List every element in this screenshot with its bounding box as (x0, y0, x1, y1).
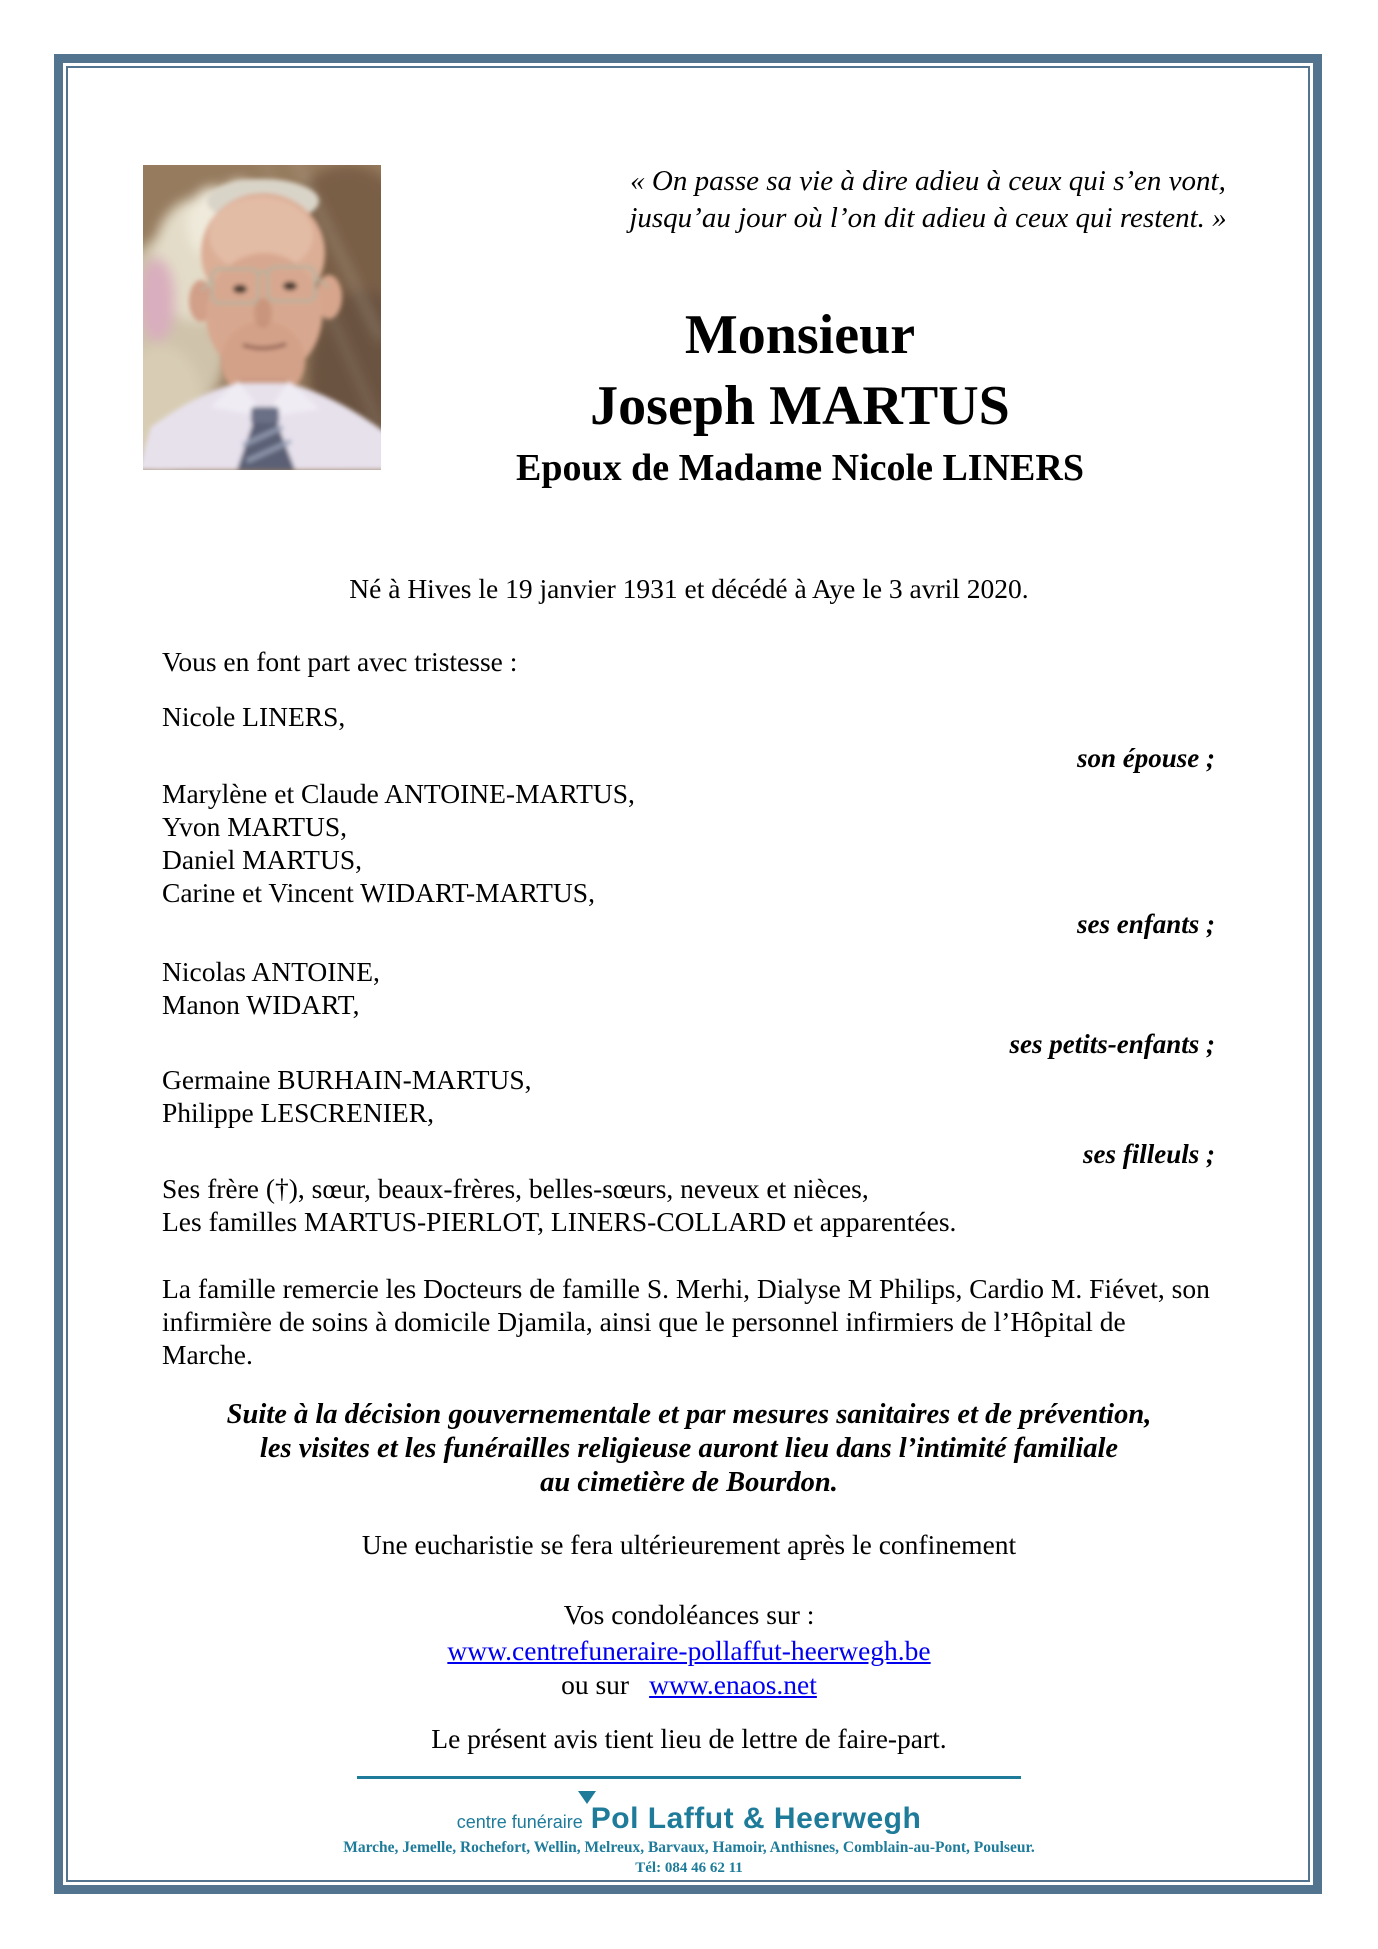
family-member: Philippe LESCRENIER, (162, 1097, 434, 1128)
deceased-name: Joseph MARTUS (590, 375, 1010, 437)
relation-label-children: ses enfants ; (1076, 909, 1215, 939)
family-member: Nicole LINERS, (162, 701, 346, 732)
funeral-notice-line: les visites et les funérailles religieuse auront lieu dans l’intimité familiale (259, 1433, 1119, 1464)
family-member: Marylène et Claude ANTOINE-MARTUS, (162, 778, 635, 809)
funeral-notice (0, 1398, 1378, 1500)
family-group-godchildren (162, 1063, 532, 1129)
family-member: Nicolas ANTOINE, (162, 956, 380, 987)
announcement-intro: Vous en font part avec tristesse : (162, 646, 518, 677)
funeral-home-brand (0, 1802, 1378, 1836)
relation-label-spouse: son épouse ; (1076, 743, 1215, 773)
family-member: Germaine BURHAIN-MARTUS, (162, 1064, 532, 1095)
funeral-home-phone: Tél: 084 46 62 11 (635, 1860, 743, 1876)
condolences-link2-row (0, 1668, 1378, 1701)
condolences-label: Vos condoléances sur : (563, 1599, 815, 1630)
extended-family-line: Les familles MARTUS-PIERLOT, LINERS-COLLARD et apparentées. (162, 1206, 957, 1237)
eucharist-line: Une eucharistie se fera ultérieurement après le confinement (361, 1529, 1017, 1560)
epigraph-quote (620, 163, 1236, 237)
family-group-spouse (162, 700, 345, 733)
quote-line-2: jusqu’au jour où l’on dit adieu à ceux qui restent. » (629, 202, 1227, 234)
deceased-subtitle: Epoux de Madame Nicole LINERS (516, 447, 1084, 489)
family-member: Daniel MARTUS, (162, 844, 363, 875)
birth-death-line: Né à Hives le 19 janvier 1931 et décédé à Aye le 3 avril 2020. (349, 573, 1029, 604)
condolences-link2-prefix: ou sur (561, 1669, 630, 1700)
brand-name: Pol Laffut & Heerwegh (590, 1802, 922, 1835)
family-member: Yvon MARTUS, (162, 811, 348, 842)
deceased-title-block (382, 300, 1218, 494)
relation-label-godchildren: ses filleuls ; (1083, 1139, 1215, 1169)
relation-label-grandchildren: ses petits-enfants ; (1009, 1029, 1215, 1059)
funeral-notice-line: au cimetière de Bourdon. (540, 1467, 838, 1498)
condolences-link1-row (0, 1634, 1378, 1667)
footer-divider-line (357, 1776, 1021, 1779)
thanks-paragraph: La famille remercie les Docteurs de famille S. Merhi, Dialyse M Philips, Cardio M. Fiévet, son infirmière de soins à domicile Djamila, ainsi que le personnel infirmiers de l’Hôpital de Marche. (162, 1273, 1210, 1370)
family-group-grandchildren (162, 955, 380, 1021)
closing-line: Le présent avis tient lieu de lettre de faire-part. (431, 1723, 947, 1754)
extended-family-line: Ses frère (†), sœur, beaux-frères, belles-sœurs, neveux et nièces, (162, 1173, 869, 1204)
deceased-civility: Monsieur (684, 304, 916, 366)
quote-line-1: « On passe sa vie à dire adieu à ceux qui s’en vont, (630, 165, 1226, 197)
family-member: Carine et Vincent WIDART-MARTUS, (162, 877, 595, 908)
funeral-home-towns: Marche, Jemelle, Rochefort, Wellin, Melreux, Barvaux, Hamoir, Anthisnes, Comblain-au-Pont, Poulseur. (343, 1839, 1035, 1856)
funeral-notice-line: Suite à la décision gouvernementale et par mesures sanitaires et de prévention, (226, 1399, 1152, 1430)
family-group-children (162, 777, 635, 909)
portrait-photo (143, 165, 381, 470)
extended-family-lines (162, 1172, 956, 1238)
brand-descriptor: centre funéraire (456, 1812, 583, 1832)
family-member: Manon WIDART, (162, 989, 360, 1020)
condolences-link-1[interactable]: www.centrefuneraire-pollaffut-heerwegh.be (447, 1635, 931, 1666)
condolences-link-2[interactable]: www.enaos.net (649, 1669, 817, 1700)
